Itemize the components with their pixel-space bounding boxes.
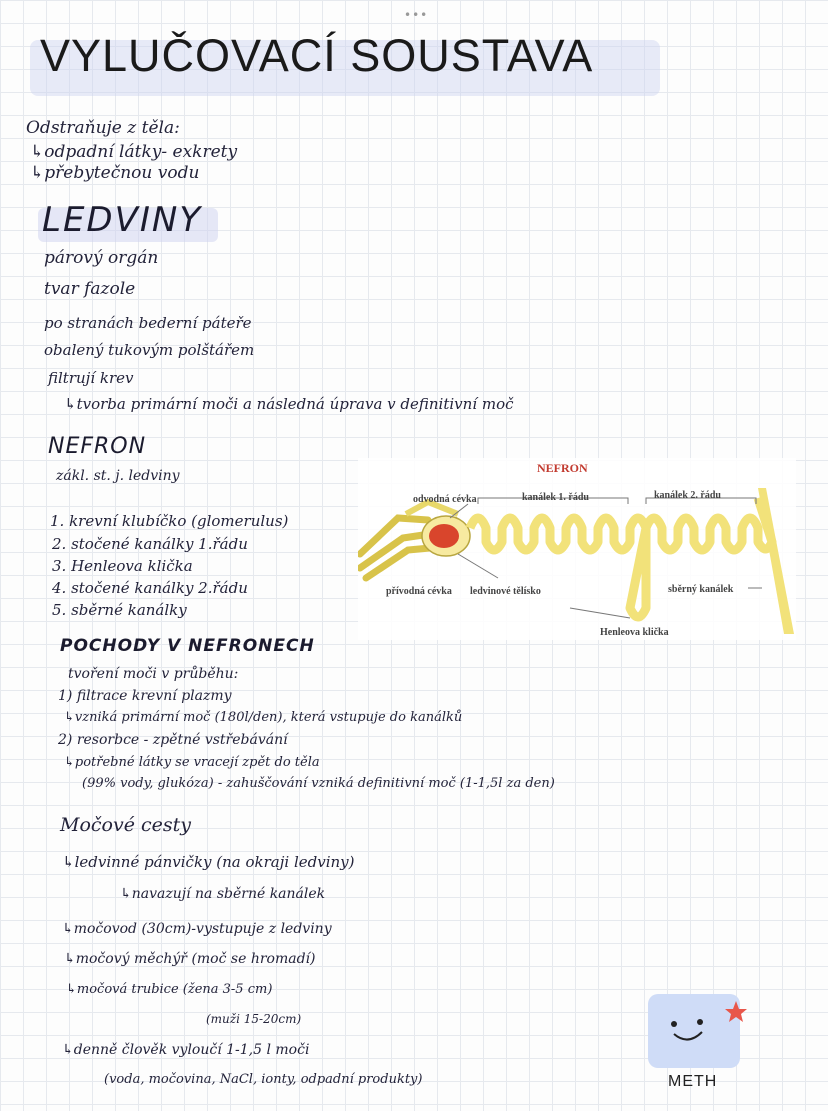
section-heading-pochody: POCHODY V NEFRONECH: [60, 636, 315, 656]
list-item: párový orgán: [44, 248, 159, 268]
text-line: (voda, močovina, NaCl, ionty, odpadní produkty): [104, 1072, 423, 1087]
drag-handle[interactable]: •••: [404, 8, 429, 22]
nephron-diagram: [358, 458, 796, 640]
list-item: obalený tukovým polštářem: [44, 341, 255, 359]
sticker-label: METH: [668, 1073, 718, 1090]
list-subitem: ↳tvorba primární moči a následná úprava v definitivní moč: [64, 395, 514, 413]
text-line: 1) filtrace krevní plazmy: [58, 688, 232, 704]
text-line: ↳močový měchýř (moč se hromadí): [64, 951, 316, 967]
nefron-subtitle: zákl. st. j. ledviny: [56, 468, 180, 484]
intro-line: Odstraňuje z těla:: [26, 118, 180, 138]
text-line: ↳denně člověk vyloučí 1-1,5 l moči: [62, 1042, 310, 1058]
section-heading-ledviny: LEDVINY: [42, 200, 203, 240]
text-line: ↳močovod (30cm)-vystupuje z ledviny: [62, 921, 332, 937]
label-teliko: ledvinové tělísko: [470, 586, 541, 597]
text-line: 2) resorbce - zpětné vstřebávání: [58, 732, 288, 748]
diagram-title: NEFRON: [537, 461, 588, 475]
list-item: po stranách bederní páteře: [44, 314, 252, 332]
label-henleova: Henleova klička: [600, 627, 669, 638]
list-item: 2. stočené kanálky 1.řádu: [52, 535, 248, 553]
text-line: ↳ledvinné pánvičky (na okraji ledviny): [62, 853, 355, 871]
list-item: tvar fazole: [44, 279, 136, 299]
text-line: ↳močová trubice (žena 3-5 cm): [66, 982, 273, 997]
glomerulus-icon: [429, 524, 459, 548]
intro-line: ↳odpadní látky- exkrety: [30, 142, 238, 162]
section-heading-nefron: NEFRON: [48, 434, 147, 459]
list-item: 5. sběrné kanálky: [52, 601, 187, 619]
list-item: 3. Henleova klička: [52, 557, 193, 575]
list-item: 4. stočené kanálky 2.řádu: [52, 579, 248, 597]
text-line: ↳navazují na sběrné kanálek: [120, 886, 326, 902]
text-line: ↳potřebné látky se vracejí zpět do těla: [64, 755, 320, 770]
label-odvodna: odvodná cévka: [413, 494, 477, 505]
text-line: (muži 15-20cm): [206, 1012, 302, 1026]
star-icon: [724, 1000, 748, 1024]
text-line: ↳vzniká primární moč (180l/den), která vstupuje do kanálků: [64, 710, 463, 725]
list-item: filtrují krev: [48, 369, 134, 387]
section-heading-mocove: Močové cesty: [60, 814, 191, 836]
label-privodna: přívodná cévka: [386, 586, 452, 597]
text-line: (99% vody, glukóza) - zahuščování vzniká definitivní moč (1-1,5l za den): [82, 776, 555, 791]
label-kanalek2: kanálek 2. řádu: [654, 490, 721, 501]
list-item: 1. krevní klubíčko (glomerulus): [50, 512, 289, 530]
page-title: VYLUČOVACÍ SOUSTAVA: [40, 30, 594, 81]
text-line: tvoření moči v průběhu:: [68, 666, 239, 682]
label-kanalek1: kanálek 1. řádu: [522, 492, 589, 503]
intro-line: ↳přebytečnou vodu: [30, 163, 200, 183]
label-sberny: sběrný kanálek: [668, 584, 734, 595]
